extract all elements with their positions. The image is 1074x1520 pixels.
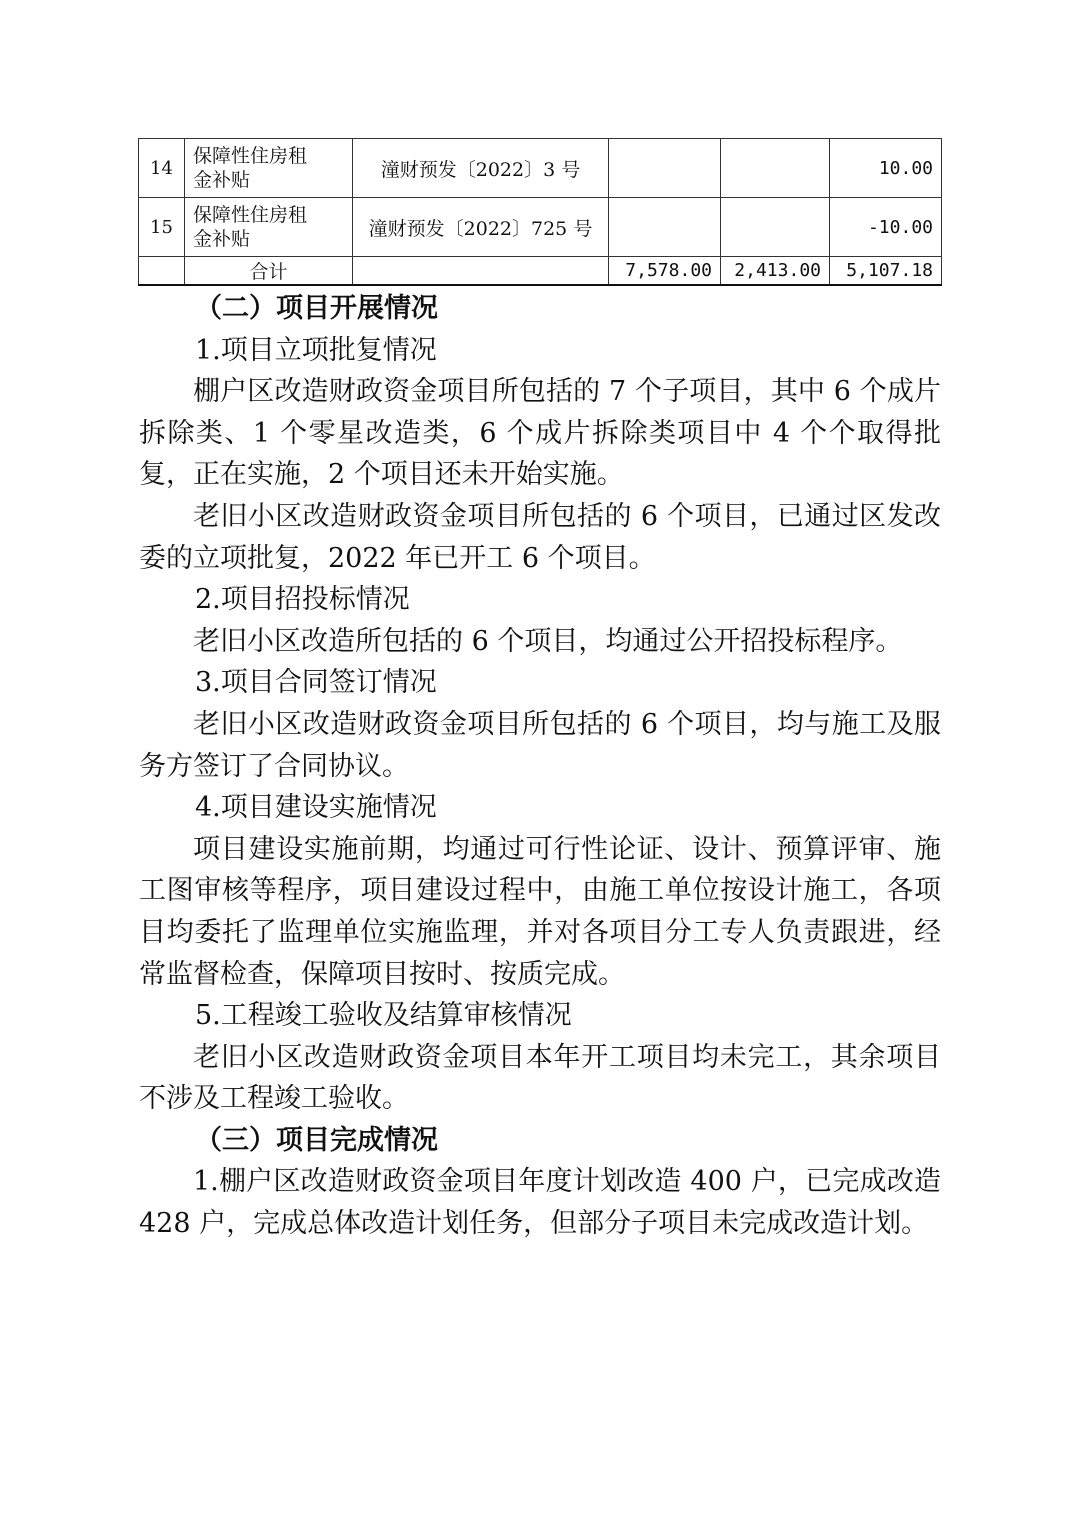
total-col3: 5,107.18 — [830, 257, 942, 286]
subsection-heading: 3.项目合同签订情况 — [195, 667, 437, 699]
row-seq: 14 — [139, 139, 185, 198]
row-doc: 潼财预发〔2022〕725 号 — [353, 198, 609, 257]
row-name: 保障性住房租 金补贴 — [185, 198, 353, 257]
row-col2 — [721, 198, 830, 257]
total-seq — [139, 257, 185, 286]
row-seq: 15 — [139, 198, 185, 257]
paragraph: 老旧小区改造所包括的 6 个项目，均通过公开招投标程序。 — [193, 625, 903, 657]
row-col2 — [721, 139, 830, 198]
section-heading: （三）项目完成情况 — [195, 1124, 438, 1156]
paragraph: 1.棚户区改造财政资金项目年度计划改造 400 户，已完成改造 428 户，完成总体改造计划任务，但部分子项目未完成改造计划。 — [139, 1166, 941, 1240]
subsection-heading: 1.项目立项批复情况 — [195, 334, 437, 366]
total-doc — [353, 257, 609, 286]
paragraph: 老旧小区改造财政资金项目所包括的 6 个项目，已通过区发改委的立项批复，2022 年已开工 6 个项目。 — [139, 500, 941, 574]
funding-table — [138, 138, 942, 286]
table-row — [139, 139, 942, 198]
paragraph: 老旧小区改造财政资金项目本年开工项目均未完工，其余项目不涉及工程竣工验收。 — [139, 1041, 941, 1115]
document-body — [139, 288, 941, 1245]
total-col2: 2,413.00 — [721, 257, 830, 286]
row-col1 — [609, 139, 721, 198]
subsection-heading: 4.项目建设实施情况 — [195, 792, 437, 824]
subsection-heading: 5.工程竣工验收及结算审核情况 — [195, 1000, 572, 1032]
paragraph: 项目建设实施前期，均通过可行性论证、设计、预算评审、施工图审核等程序，项目建设过程中，由施工单位按设计施工，各项目均委托了监理单位实施监理，并对各项目分工专人负责跟进，经常监督检查，保障项目按时、按质完成。 — [139, 833, 941, 990]
paragraph: 老旧小区改造财政资金项目所包括的 6 个项目，均与施工及服务方签订了合同协议。 — [139, 708, 941, 782]
row-col1 — [609, 198, 721, 257]
row-col3: 10.00 — [830, 139, 942, 198]
section-heading: （二）项目开展情况 — [195, 293, 438, 324]
total-label: 合计 — [185, 257, 353, 286]
table-row — [139, 198, 942, 257]
table-total-row — [139, 257, 942, 286]
row-col3: -10.00 — [830, 198, 942, 257]
row-doc: 潼财预发〔2022〕3 号 — [353, 139, 609, 198]
row-name: 保障性住房租 金补贴 — [185, 139, 353, 198]
paragraph: 棚户区改造财政资金项目所包括的 7 个子项目，其中 6 个成片拆除类、1 个零星改造类，6 个成片拆除类项目中 4 个个取得批复，正在实施，2 个项目还未开始实施。 — [139, 376, 941, 491]
subsection-heading: 2.项目招投标情况 — [195, 584, 410, 616]
total-col1: 7,578.00 — [609, 257, 721, 286]
